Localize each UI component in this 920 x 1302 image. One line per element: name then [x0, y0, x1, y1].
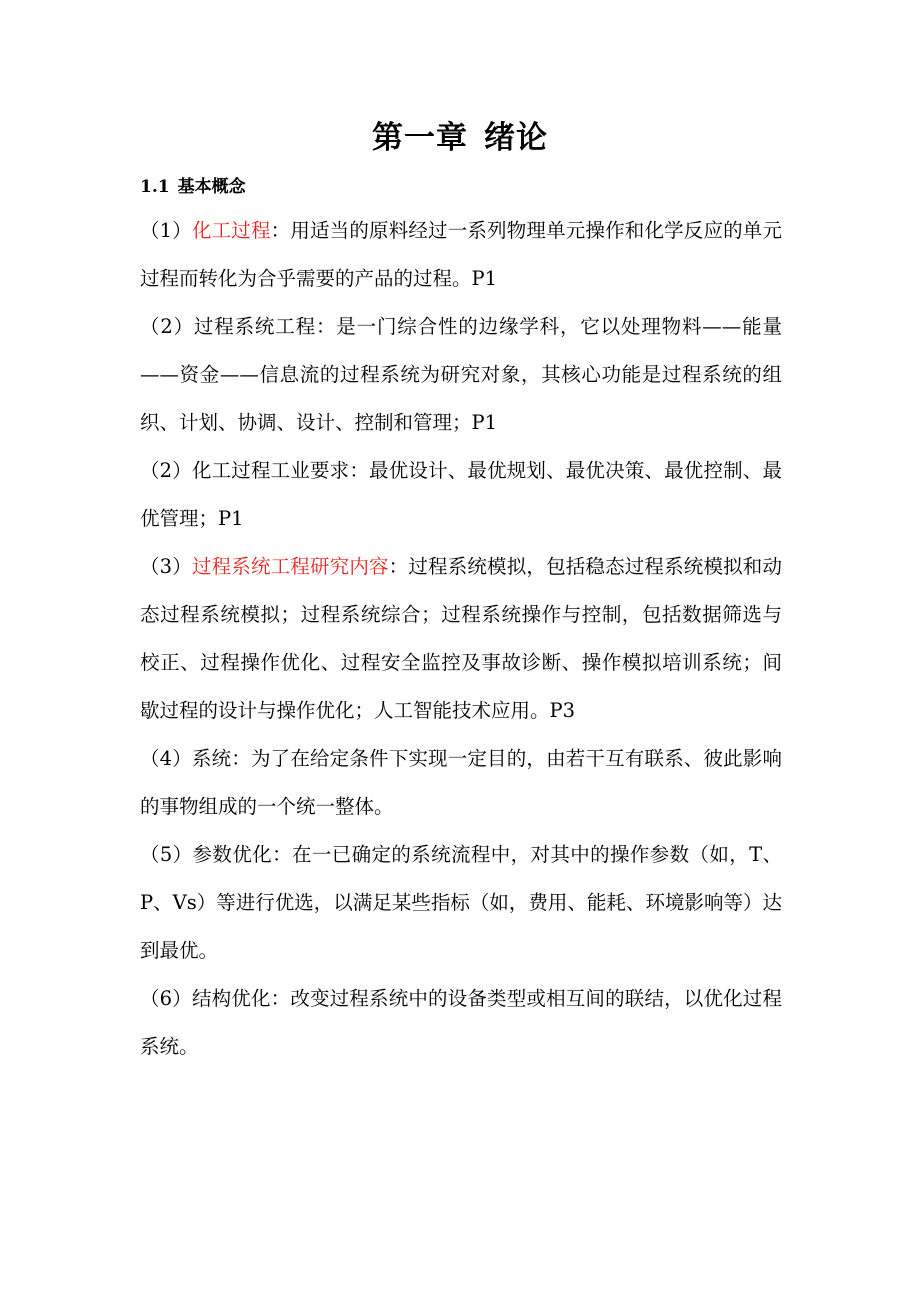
item-separator: ：: [315, 315, 337, 338]
concept-item-structure-optimization: [140, 975, 782, 1071]
item-number: （2）: [140, 315, 194, 338]
chapter-name: 绪论: [484, 120, 548, 156]
item-term: 化工过程工业要求: [191, 459, 350, 482]
item-body: 最优设计、最优规划、最优决策、最优控制、最优管理；P1: [140, 459, 782, 530]
item-term: 参数优化: [192, 843, 273, 866]
item-separator: ：: [349, 459, 370, 482]
concept-item-industry-requirements: [140, 447, 782, 543]
item-number: （2）: [140, 459, 192, 482]
item-number: （1）: [140, 219, 192, 242]
concept-item-research-content: [140, 543, 782, 735]
item-separator: ：: [270, 219, 291, 242]
item-number: （5）: [140, 843, 193, 866]
section-title: 基本概念: [177, 177, 246, 197]
chapter-number: 第一章: [372, 120, 468, 156]
item-term-highlighted: 化工过程: [191, 219, 271, 242]
section-heading: [140, 172, 246, 197]
item-body: 在一已确定的系统流程中，对其中的操作参数（如，T、P、Vs）等进行优选，以满足某些指标（如，费用、能耗、环境影响等）达到最优。: [140, 843, 782, 962]
item-term-highlighted: 过程系统工程研究内容: [191, 555, 389, 578]
item-term: 系统: [191, 747, 232, 770]
concept-list: [140, 207, 782, 1071]
item-body: 用适当的原料经过一系列物理单元操作和化学反应的单元过程而转化为合乎需要的产品的过程。P1: [140, 219, 782, 290]
concept-item-parameter-optimization: [140, 831, 782, 975]
item-separator: ：: [272, 843, 292, 866]
chapter-title: [0, 112, 920, 157]
item-body: 是一门综合性的边缘学科，它以处理物料——能量——资金——信息流的过程系统为研究对象，其核心功能是过程系统的组织、计划、协调、设计、控制和管理；P1: [140, 315, 782, 434]
item-separator: ：: [388, 555, 409, 578]
item-number: （4）: [140, 747, 192, 770]
item-separator: ：: [270, 987, 291, 1010]
concept-item-system: [140, 735, 782, 831]
item-number: （6）: [140, 987, 192, 1010]
item-term: 结构优化: [191, 987, 271, 1010]
section-number: 1.1: [140, 177, 170, 197]
item-term: 过程系统工程: [193, 315, 316, 338]
item-body: 改变过程系统中的设备类型或相互间的联结，以优化过程系统。: [140, 987, 782, 1058]
item-body: 过程系统模拟，包括稳态过程系统模拟和动态过程系统模拟；过程系统综合；过程系统操作与控制，包括数据筛选与校正、过程操作优化、过程安全监控及事故诊断、操作模拟培训系统；间歇过程的设计与操作优化；人工智能技术应用。P3: [140, 555, 782, 722]
item-body: 为了在给定条件下实现一定目的，由若干互有联系、彼此影响的事物组成的一个统一整体。: [140, 747, 782, 818]
item-separator: ：: [231, 747, 251, 770]
concept-item-process-systems-engineering: [140, 303, 782, 447]
item-number: （3）: [140, 555, 192, 578]
concept-item-chemical-process: [140, 207, 782, 303]
